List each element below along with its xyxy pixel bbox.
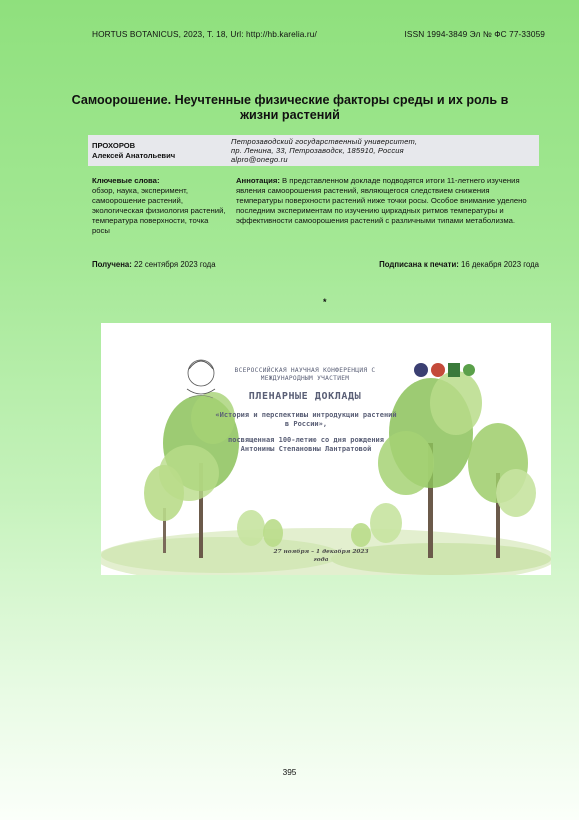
conference-logo-icon <box>414 363 428 377</box>
poster-dates: 27 ноября – 1 декабря 2023 года <box>273 549 369 563</box>
author-given-names: Алексей Анатольевич <box>92 150 176 160</box>
issn-header: ISSN 1994-3849 Эл № ФС 77-33059 <box>404 29 545 39</box>
keywords-block <box>92 176 227 235</box>
institution-logo-icon <box>431 363 445 377</box>
abstract-label: Аннотация: <box>236 176 280 185</box>
abstract-text: В представленном докладе подводятся итоги 11-летнего изучения явления самоорошения растений, являющегося следствием снижения температуры поверхности растений ниже точки росы. Особое внимание уделено последним экспериментам по изучению циркадных ритмов температуры и эффективности самоорошения растений с различными типами метаболизма. <box>236 176 527 225</box>
author-name <box>92 141 175 160</box>
poster-conference-name: ВСЕРОССИЙСКАЯ НАУЧНАЯ КОНФЕРЕНЦИЯ С МЕЖДУНАРОДНЫМ УЧАСТИЕМ <box>234 367 376 382</box>
page-number: 395 <box>282 767 297 777</box>
author-surname: ПРОХОРОВ <box>92 141 136 150</box>
accepted-label: Подписана к печати: <box>379 260 459 269</box>
article-title: Самоорошение. Неучтенные физические факторы среды и их роль в жизни растений <box>71 93 509 122</box>
keywords-text: обзор, наука, эксперимент, самоорошение растений, экологическая физиология растений, температура поверхности, точка росы <box>92 185 226 235</box>
section-separator: * <box>323 297 327 307</box>
affiliation-line-2: пр. Ленина, 33, Петрозаводск, 185910, Россия <box>231 146 404 156</box>
accepted-value: 16 декабря 2023 года <box>461 260 539 269</box>
society-logo-icon <box>463 364 475 376</box>
affiliation-line-1: Петрозаводский государственный университет, <box>231 137 418 146</box>
author-block <box>88 135 539 166</box>
garden-logo-icon <box>448 363 460 377</box>
received-value: 22 сентября 2023 года <box>134 260 216 269</box>
accepted-date <box>379 260 539 269</box>
keywords-label: Ключевые слова: <box>92 176 160 185</box>
poster-theme: «История и перспективы интродукции растений в России», <box>215 411 397 428</box>
received-date <box>92 260 216 269</box>
conference-poster-image <box>101 323 551 575</box>
poster-dedication: посвященная 100-летию со дня рождения Антонины Степановны Лантратовой <box>228 436 384 453</box>
author-affiliation <box>231 137 417 165</box>
received-label: Получена: <box>92 260 132 269</box>
journal-header: HORTUS BOTANICUS, 2023, Т. 18, Url: http://hb.karelia.ru/ <box>92 29 317 39</box>
author-email: alpro@onego.ru <box>231 155 288 165</box>
poster-heading: ПЛЕНАРНЫЕ ДОКЛАДЫ <box>248 391 362 402</box>
abstract-block <box>236 176 538 226</box>
